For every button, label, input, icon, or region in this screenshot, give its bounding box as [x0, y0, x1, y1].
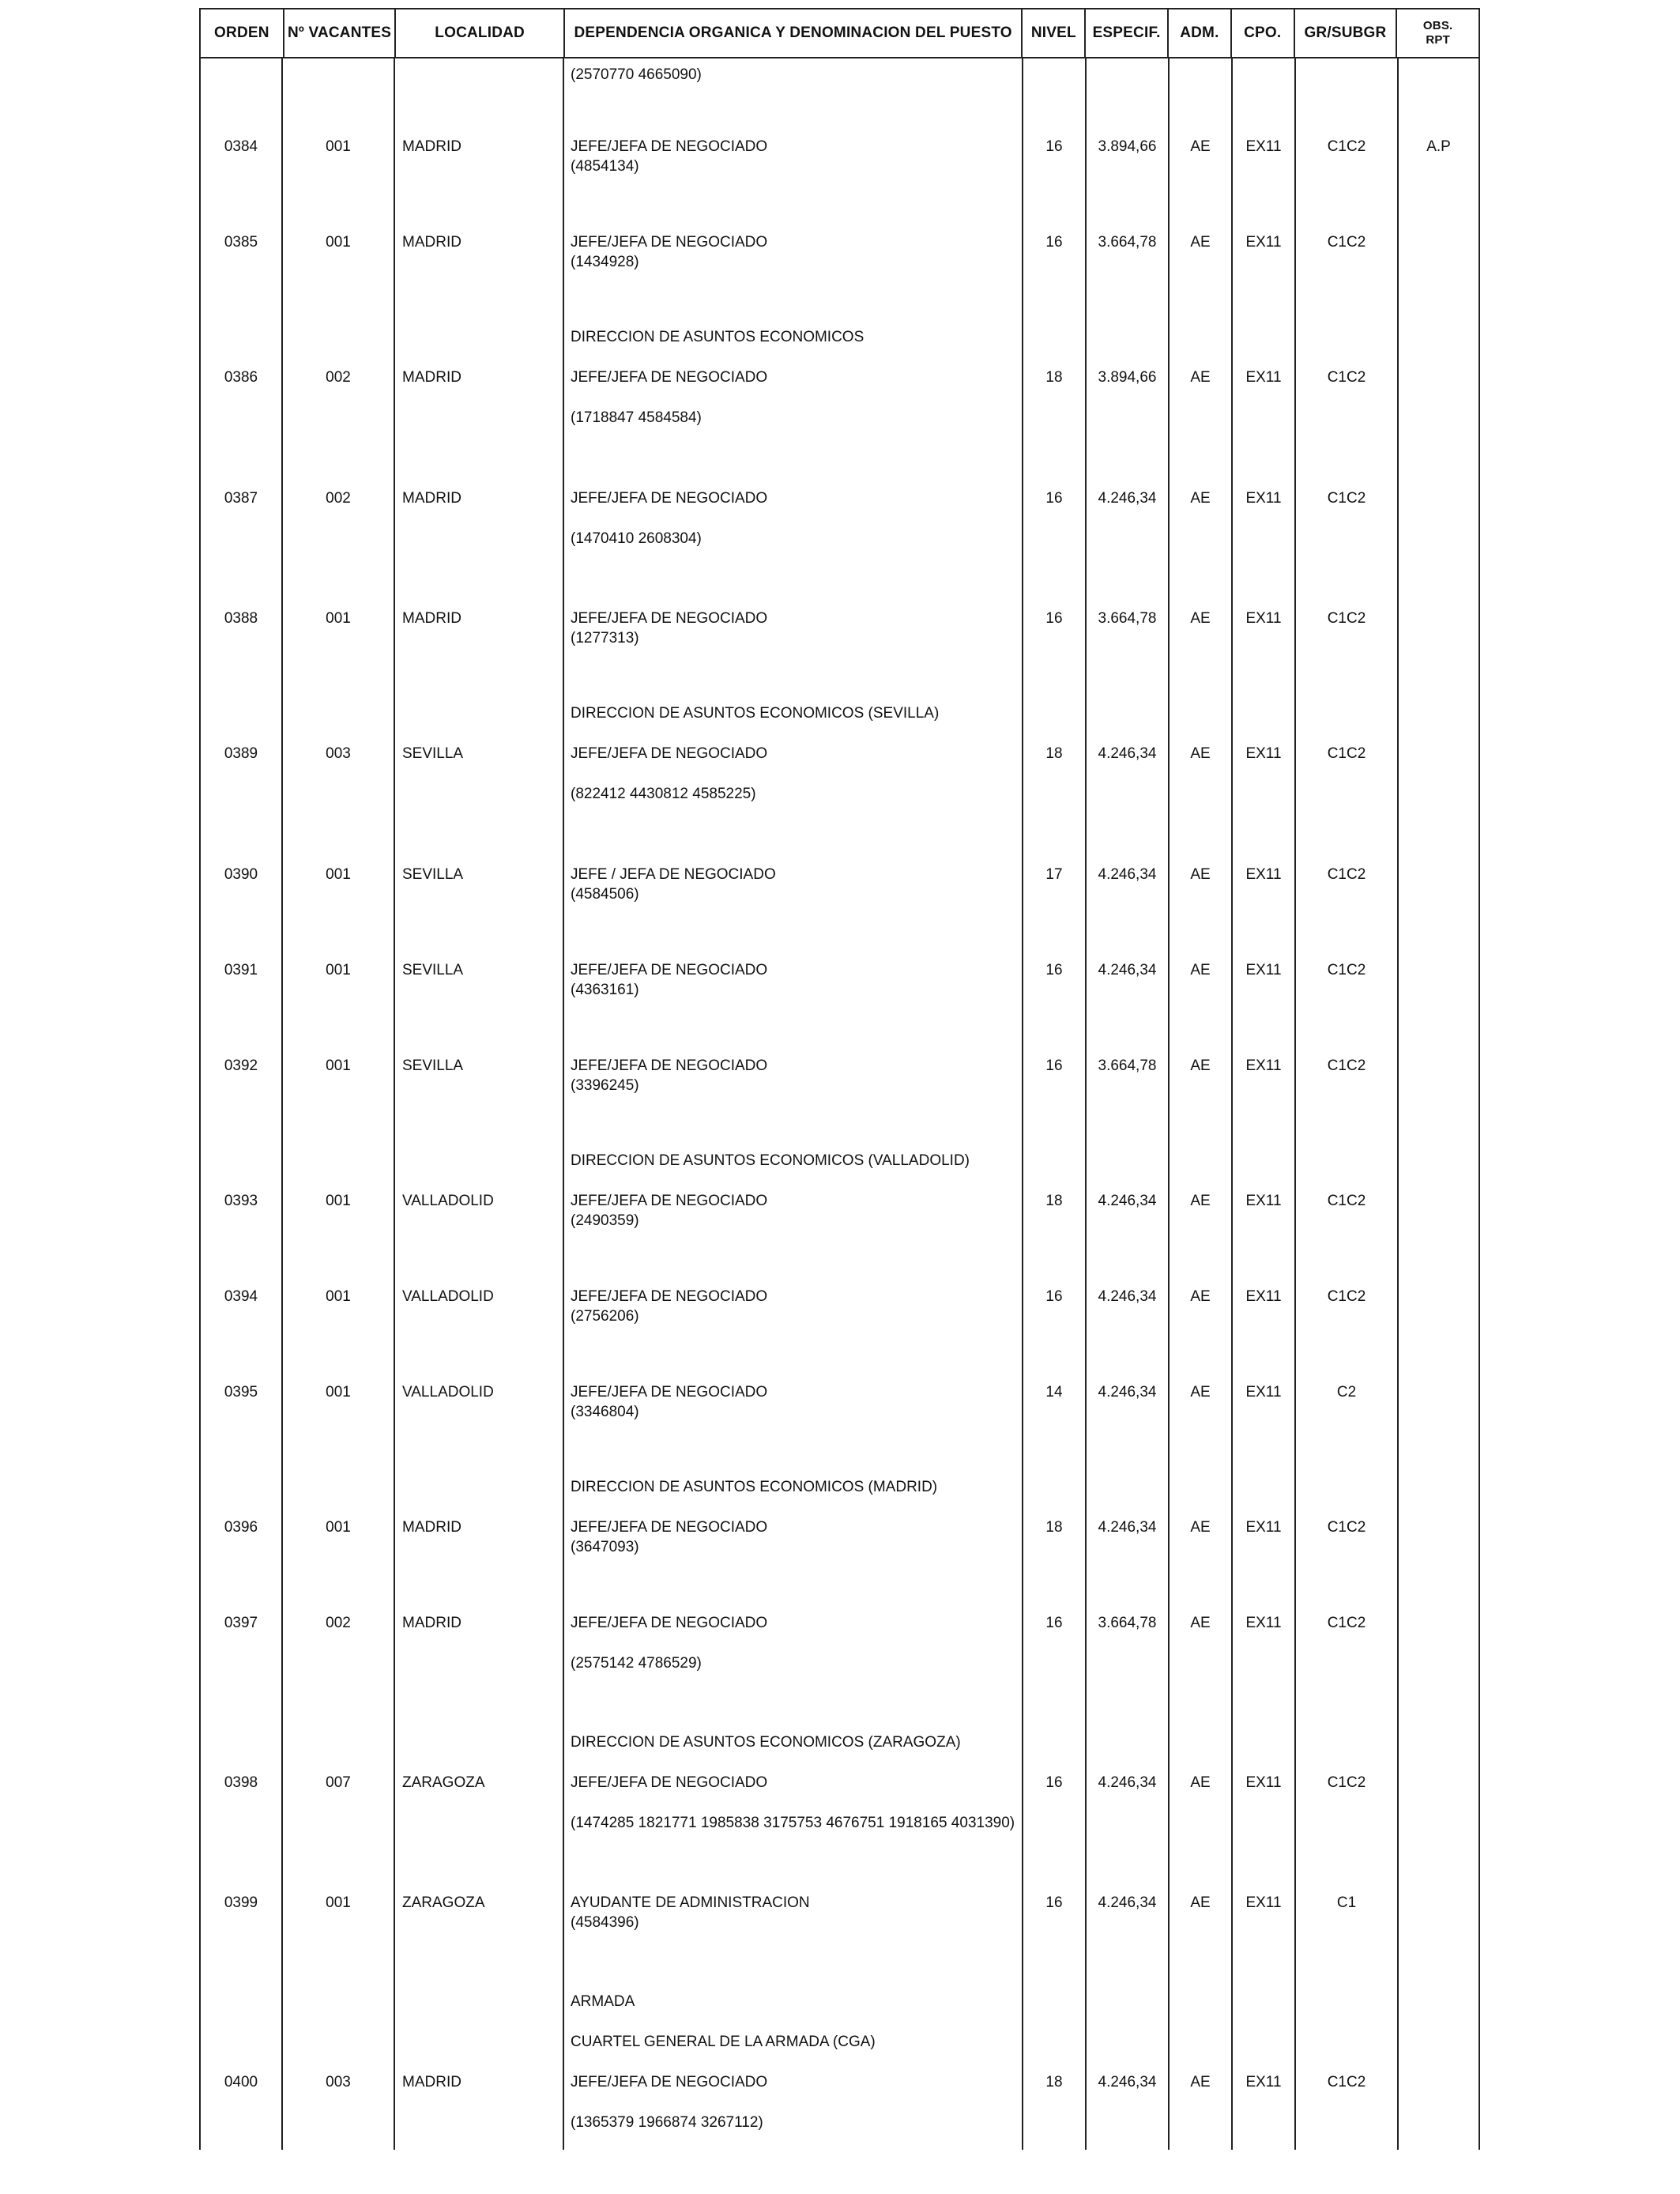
cell-grsubgr: C1C2 [1327, 1288, 1366, 1305]
cell-nivel: 16 [1045, 138, 1063, 155]
cell-nivel: 16 [1045, 234, 1063, 251]
cell-adm: AE [1190, 1193, 1211, 1209]
cell-cpo: EX11 [1245, 138, 1282, 155]
cell-dependencia-line: JEFE/JEFA DE NEGOCIADO [571, 234, 768, 251]
continuation-text: (2570770 4665090) [571, 66, 702, 83]
header-obs-rpt [1397, 9, 1478, 57]
cell-nivel: 16 [1045, 490, 1063, 507]
cell-vacantes: 001 [326, 610, 351, 627]
cell-grsubgr: C1C2 [1327, 1519, 1366, 1536]
header-grsubgr: GR/SUBGR [1295, 9, 1398, 57]
cell-orden: 0387 [224, 490, 258, 507]
cell-orden: 0386 [224, 369, 258, 386]
cell-dependencia-line: ARMADA [571, 1993, 635, 2010]
cell-vacantes: 001 [326, 234, 351, 251]
cell-grsubgr: C1C2 [1327, 2074, 1366, 2090]
cell-vacantes: 002 [326, 490, 351, 507]
header-especif: ESPECIF. [1086, 9, 1169, 57]
cell-orden: 0399 [224, 1894, 258, 1911]
cell-vacantes: 002 [326, 1615, 351, 1631]
cell-vacantes: 001 [326, 1288, 351, 1305]
cell-dependencia-line: AYUDANTE DE ADMINISTRACION [571, 1894, 810, 1911]
cell-dependencia-line: (1718847 4584584) [571, 409, 702, 426]
cell-localidad: MADRID [402, 610, 461, 627]
cell-adm: AE [1190, 2074, 1211, 2090]
cell-vacantes: 003 [326, 745, 351, 762]
cell-orden: 0384 [224, 138, 258, 155]
cell-orden: 0390 [224, 866, 258, 883]
cell-cpo: EX11 [1245, 1384, 1282, 1400]
cell-nivel: 16 [1045, 1774, 1063, 1791]
cell-dependencia-line: JEFE / JEFA DE NEGOCIADO [571, 866, 776, 883]
cell-orden: 0385 [224, 234, 258, 251]
cell-orden: 0391 [224, 962, 258, 978]
cell-orden: 0398 [224, 1774, 258, 1791]
cell-grsubgr: C1C2 [1327, 866, 1366, 883]
cell-orden: 0400 [224, 2074, 258, 2090]
cell-nivel: 17 [1045, 866, 1063, 883]
table-header [199, 8, 1480, 58]
cell-nivel: 18 [1045, 369, 1063, 386]
cell-dependencia-line: JEFE/JEFA DE NEGOCIADO [571, 1193, 768, 1209]
cell-dependencia-line: (1434928) [571, 254, 639, 270]
cell-especif: 3.894,66 [1098, 138, 1157, 155]
cell-dependencia-line: (3346804) [571, 1404, 639, 1420]
cell-grsubgr: C1C2 [1327, 1193, 1366, 1209]
cell-localidad: MADRID [402, 1519, 461, 1536]
cell-dependencia-line: (4363161) [571, 982, 639, 998]
cell-nivel: 18 [1045, 745, 1063, 762]
cell-adm: AE [1190, 962, 1211, 978]
header-rpt: RPT [1426, 33, 1450, 47]
header-vacantes: Nº VACANTES [284, 9, 397, 57]
cell-dependencia-line: (3647093) [571, 1539, 639, 1555]
cell-dependencia-line: JEFE/JEFA DE NEGOCIADO [571, 610, 768, 627]
cell-grsubgr: C1C2 [1327, 234, 1366, 251]
cell-dependencia-line: DIRECCION DE ASUNTOS ECONOMICOS [571, 329, 864, 345]
cell-localidad: VALLADOLID [402, 1288, 494, 1305]
cell-especif: 4.246,34 [1098, 1193, 1157, 1209]
cell-nivel: 14 [1045, 1384, 1063, 1400]
cell-dependencia-line: (4854134) [571, 158, 639, 175]
cell-grsubgr: C1 [1336, 1894, 1357, 1911]
cell-nivel: 16 [1045, 610, 1063, 627]
cell-localidad: MADRID [402, 2074, 461, 2090]
cell-dependencia-line: CUARTEL GENERAL DE LA ARMADA (CGA) [571, 2034, 876, 2050]
cell-grsubgr: C1C2 [1327, 490, 1366, 507]
cell-adm: AE [1190, 138, 1211, 155]
cell-grsubgr: C1C2 [1327, 962, 1366, 978]
cell-nivel: 16 [1045, 1288, 1063, 1305]
cell-cpo: EX11 [1245, 745, 1282, 762]
cell-dependencia-line: (2756206) [571, 1308, 639, 1325]
cell-dependencia-line: DIRECCION DE ASUNTOS ECONOMICOS (MADRID) [571, 1479, 938, 1495]
cell-dependencia-line: DIRECCION DE ASUNTOS ECONOMICOS (ZARAGOZA) [571, 1734, 961, 1751]
cell-grsubgr: C1C2 [1327, 1057, 1366, 1074]
cell-localidad: MADRID [402, 490, 461, 507]
cell-vacantes: 001 [326, 962, 351, 978]
cell-especif: 4.246,34 [1098, 745, 1157, 762]
cell-grsubgr: C1C2 [1327, 138, 1366, 155]
cell-cpo: EX11 [1245, 2074, 1282, 2090]
cell-adm: AE [1190, 234, 1211, 251]
cell-cpo: EX11 [1245, 1057, 1282, 1074]
cell-dependencia-line: JEFE/JEFA DE NEGOCIADO [571, 138, 768, 155]
column-divider [1397, 58, 1399, 2150]
cell-adm: AE [1190, 1519, 1211, 1536]
header-orden: ORDEN [201, 9, 284, 57]
cell-dependencia-line: (2575142 4786529) [571, 1655, 702, 1672]
cell-cpo: EX11 [1245, 1288, 1282, 1305]
cell-vacantes: 002 [326, 369, 351, 386]
cell-vacantes: 001 [326, 1519, 351, 1536]
cell-grsubgr: C1C2 [1327, 1774, 1366, 1791]
cell-grsubgr: C2 [1336, 1384, 1357, 1400]
cell-localidad: ZARAGOZA [402, 1774, 485, 1791]
cell-especif: 3.894,66 [1098, 369, 1157, 386]
cell-localidad: SEVILLA [402, 1057, 464, 1074]
cell-vacantes: 001 [326, 1193, 351, 1209]
column-divider [394, 58, 395, 2150]
cell-localidad: MADRID [402, 234, 461, 251]
cell-adm: AE [1190, 1057, 1211, 1074]
cell-dependencia-line: JEFE/JEFA DE NEGOCIADO [571, 1288, 768, 1305]
cell-orden: 0396 [224, 1519, 258, 1536]
cell-adm: AE [1190, 1288, 1211, 1305]
cell-localidad: MADRID [402, 138, 461, 155]
header-dependencia: DEPENDENCIA ORGANICA Y DENOMINACION DEL PUESTO [565, 9, 1023, 57]
cell-adm: AE [1190, 490, 1211, 507]
cell-especif: 4.246,34 [1098, 1894, 1157, 1911]
cell-dependencia-line: DIRECCION DE ASUNTOS ECONOMICOS (SEVILLA) [571, 705, 940, 722]
header-cpo: CPO. [1232, 9, 1295, 57]
cell-dependencia-line: (1365379 1966874 3267112) [571, 2114, 763, 2131]
column-divider [563, 58, 564, 2150]
cell-cpo: EX11 [1245, 490, 1282, 507]
cell-orden: 0392 [224, 1057, 258, 1074]
cell-nivel: 16 [1045, 1057, 1063, 1074]
cell-cpo: EX11 [1245, 1894, 1282, 1911]
cell-adm: AE [1190, 1894, 1211, 1911]
cell-localidad: MADRID [402, 369, 461, 386]
cell-orden: 0393 [224, 1193, 258, 1209]
cell-cpo: EX11 [1245, 234, 1282, 251]
cell-dependencia-line: (4584506) [571, 886, 639, 903]
cell-dependencia-line: JEFE/JEFA DE NEGOCIADO [571, 369, 768, 386]
cell-grsubgr: C1C2 [1327, 369, 1366, 386]
cell-dependencia-line: JEFE/JEFA DE NEGOCIADO [571, 1615, 768, 1631]
cell-cpo: EX11 [1245, 866, 1282, 883]
cell-especif: 4.246,34 [1098, 1519, 1157, 1536]
cell-especif: 3.664,78 [1098, 1057, 1157, 1074]
cell-dependencia-line: JEFE/JEFA DE NEGOCIADO [571, 2074, 768, 2090]
header-adm: ADM. [1169, 9, 1232, 57]
cell-grsubgr: C1C2 [1327, 745, 1366, 762]
cell-dependencia-line: (4584396) [571, 1914, 639, 1931]
cell-cpo: EX11 [1245, 1774, 1282, 1791]
cell-adm: AE [1190, 1615, 1211, 1631]
cell-especif: 4.246,34 [1098, 1384, 1157, 1400]
cell-nivel: 18 [1045, 1519, 1063, 1536]
cell-dependencia-line: (3396245) [571, 1077, 639, 1094]
cell-localidad: VALLADOLID [402, 1193, 494, 1209]
cell-cpo: EX11 [1245, 1519, 1282, 1536]
cell-vacantes: 001 [326, 1057, 351, 1074]
cell-localidad: SEVILLA [402, 866, 464, 883]
cell-vacantes: 001 [326, 1384, 351, 1400]
cell-adm: AE [1190, 1384, 1211, 1400]
cell-adm: AE [1190, 745, 1211, 762]
cell-especif: 4.246,34 [1098, 1774, 1157, 1791]
header-obs: OBS. [1422, 19, 1453, 32]
cell-dependencia-line: (1277313) [571, 630, 639, 647]
cell-grsubgr: C1C2 [1327, 1615, 1366, 1631]
cell-especif: 3.664,78 [1098, 610, 1157, 627]
cell-nivel: 16 [1045, 962, 1063, 978]
cell-localidad: ZARAGOZA [402, 1894, 485, 1911]
cell-especif: 4.246,34 [1098, 1288, 1157, 1305]
cell-vacantes: 001 [326, 1894, 351, 1911]
cell-localidad: SEVILLA [402, 745, 464, 762]
cell-dependencia-line: JEFE/JEFA DE NEGOCIADO [571, 962, 768, 978]
cell-orden: 0397 [224, 1615, 258, 1631]
cell-cpo: EX11 [1245, 1193, 1282, 1209]
cell-vacantes: 001 [326, 138, 351, 155]
cell-localidad: MADRID [402, 1615, 461, 1631]
cell-especif: 4.246,34 [1098, 490, 1157, 507]
cell-adm: AE [1190, 369, 1211, 386]
header-localidad: LOCALIDAD [396, 9, 564, 57]
cell-dependencia-line: JEFE/JEFA DE NEGOCIADO [571, 1774, 768, 1791]
cell-nivel: 18 [1045, 1193, 1063, 1209]
cell-especif: 3.664,78 [1098, 1615, 1157, 1631]
cell-cpo: EX11 [1245, 1615, 1282, 1631]
cell-especif: 4.246,34 [1098, 866, 1157, 883]
cell-dependencia-line: (1470410 2608304) [571, 530, 702, 547]
cell-adm: AE [1190, 610, 1211, 627]
cell-nivel: 16 [1045, 1894, 1063, 1911]
cell-obs: A.P [1426, 138, 1451, 155]
cell-cpo: EX11 [1245, 369, 1282, 386]
cell-orden: 0394 [224, 1288, 258, 1305]
cell-grsubgr: C1C2 [1327, 610, 1366, 627]
cell-dependencia-line: (822412 4430812 4585225) [571, 786, 756, 802]
cell-dependencia-line: JEFE/JEFA DE NEGOCIADO [571, 745, 768, 762]
cell-orden: 0388 [224, 610, 258, 627]
cell-vacantes: 001 [326, 866, 351, 883]
cell-orden: 0389 [224, 745, 258, 762]
cell-dependencia-line: JEFE/JEFA DE NEGOCIADO [571, 1057, 768, 1074]
cell-dependencia-line: JEFE/JEFA DE NEGOCIADO [571, 1519, 768, 1536]
cell-dependencia-line: JEFE/JEFA DE NEGOCIADO [571, 490, 768, 507]
header-nivel: NIVEL [1023, 9, 1086, 57]
cell-dependencia-line: JEFE/JEFA DE NEGOCIADO [571, 1384, 768, 1400]
cell-especif: 3.664,78 [1098, 234, 1157, 251]
cell-localidad: SEVILLA [402, 962, 464, 978]
cell-nivel: 18 [1045, 2074, 1063, 2090]
cell-dependencia-line: DIRECCION DE ASUNTOS ECONOMICOS (VALLADOLID) [571, 1152, 970, 1169]
cell-adm: AE [1190, 866, 1211, 883]
cell-especif: 4.246,34 [1098, 2074, 1157, 2090]
cell-adm: AE [1190, 1774, 1211, 1791]
cell-nivel: 16 [1045, 1615, 1063, 1631]
cell-cpo: EX11 [1245, 962, 1282, 978]
cell-dependencia-line: (2490359) [571, 1212, 639, 1229]
cell-orden: 0395 [224, 1384, 258, 1400]
cell-dependencia-line: (1474285 1821771 1985838 3175753 4676751 1918165 4031390) [571, 1815, 1015, 1831]
cell-cpo: EX11 [1245, 610, 1282, 627]
cell-vacantes: 003 [326, 2074, 351, 2090]
cell-especif: 4.246,34 [1098, 962, 1157, 978]
cell-localidad: VALLADOLID [402, 1384, 494, 1400]
cell-vacantes: 007 [326, 1774, 351, 1791]
